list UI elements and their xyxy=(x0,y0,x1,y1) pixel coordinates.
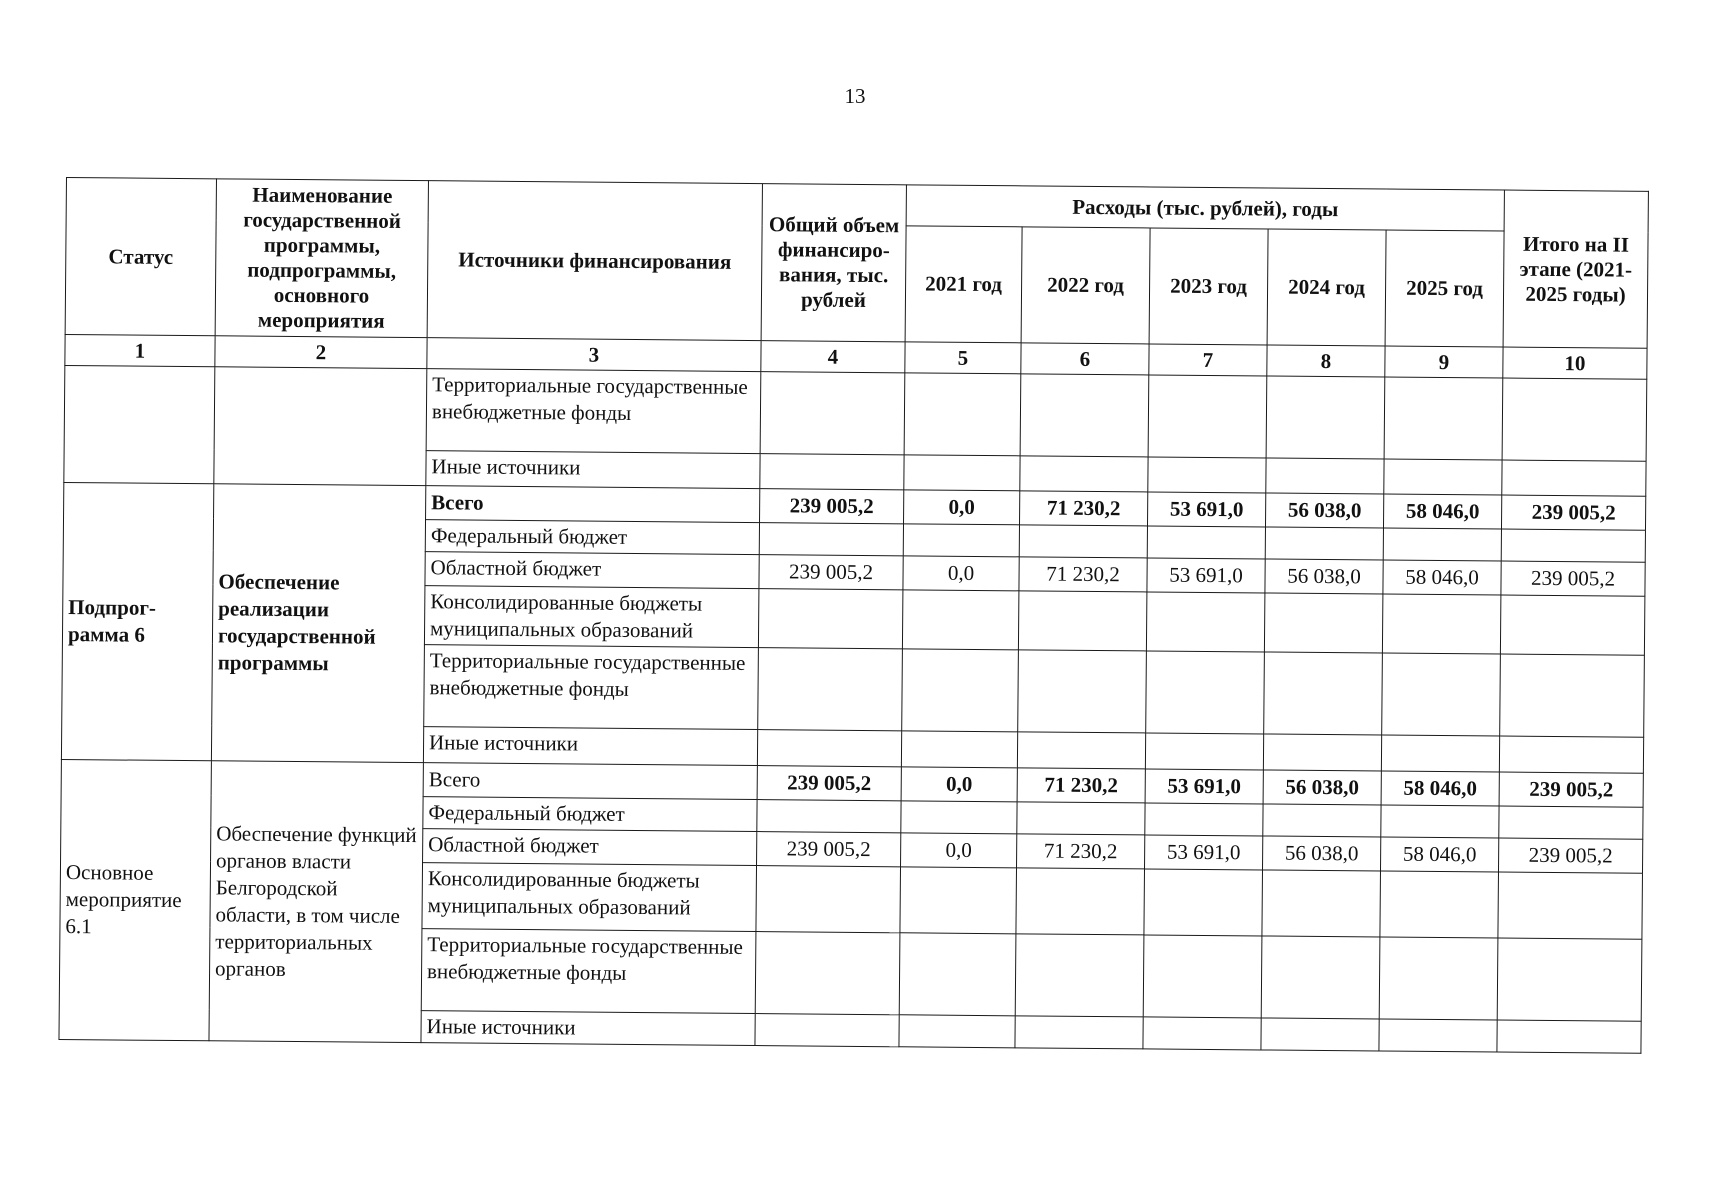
column-number: 8 xyxy=(1267,345,1385,377)
year-2021-value: 0,0 xyxy=(903,556,1019,591)
value-cell xyxy=(1263,734,1381,771)
value-cell xyxy=(755,1014,899,1047)
value-cell xyxy=(1380,871,1499,938)
value-cell xyxy=(1501,529,1645,562)
value-cell xyxy=(1497,938,1642,1021)
value-cell xyxy=(1499,736,1643,773)
value-cell xyxy=(1020,374,1149,457)
value-cell xyxy=(1500,654,1645,737)
value-cell xyxy=(760,372,905,455)
value-cell xyxy=(1262,870,1381,937)
value-cell xyxy=(1381,735,1499,772)
value-cell xyxy=(1016,868,1145,935)
value-cell xyxy=(1261,1018,1379,1051)
value-cell xyxy=(903,524,1019,557)
value-cell xyxy=(901,731,1017,768)
value-cell xyxy=(1266,458,1384,494)
value-cell xyxy=(756,866,901,933)
year-2022-value: 71 230,2 xyxy=(1019,557,1147,592)
column-number: 10 xyxy=(1503,347,1647,379)
year-2025-value: 58 046,0 xyxy=(1383,560,1501,595)
year-2021-value: 0,0 xyxy=(901,767,1017,802)
header-year-2024: 2024 год xyxy=(1267,229,1386,346)
year-2023-value: 53 691,0 xyxy=(1147,492,1265,527)
year-2025-value: 58 046,0 xyxy=(1380,837,1498,872)
value-cell xyxy=(1019,525,1147,558)
table-row xyxy=(64,365,1647,461)
value-cell xyxy=(1144,869,1263,936)
value-cell xyxy=(758,648,903,731)
value-cell xyxy=(755,932,900,1015)
value-cell xyxy=(900,867,1017,934)
value-cell xyxy=(1145,733,1263,770)
value-cell xyxy=(904,373,1021,456)
total-value: 239 005,2 xyxy=(757,832,901,867)
program-name-cell: Обеспечение реализации государственной программы xyxy=(211,484,425,763)
year-2024-value: 56 038,0 xyxy=(1263,770,1381,805)
source-cell: Всего xyxy=(426,486,760,523)
value-cell xyxy=(1147,526,1265,559)
value-cell xyxy=(1020,456,1148,492)
value-cell xyxy=(1017,802,1145,835)
itogo-value: 239 005,2 xyxy=(1499,838,1643,873)
value-cell xyxy=(1502,460,1646,496)
page-number: 13 xyxy=(844,84,866,108)
header-year-2022: 2022 год xyxy=(1021,227,1150,344)
value-cell xyxy=(1018,591,1147,651)
column-number: 4 xyxy=(761,341,905,373)
total-value: 239 005,2 xyxy=(757,766,901,801)
value-cell xyxy=(757,730,901,767)
status-cell: Основное мероприятие 6.1 xyxy=(59,759,211,1040)
value-cell xyxy=(758,589,903,649)
value-cell xyxy=(1498,872,1643,939)
source-cell: Территориальные государственные внебюджетные фонды xyxy=(424,645,759,730)
source-cell: Областной бюджет xyxy=(423,829,757,866)
itogo-value: 239 005,2 xyxy=(1499,772,1643,807)
year-2024-value: 56 038,0 xyxy=(1262,836,1380,871)
value-cell xyxy=(1263,804,1381,837)
value-cell xyxy=(1497,1020,1641,1053)
year-2023-value: 53 691,0 xyxy=(1145,835,1263,870)
value-cell xyxy=(1382,653,1501,736)
year-2021-value: 0,0 xyxy=(901,833,1017,868)
source-cell: Иные источники xyxy=(421,1011,755,1046)
itogo-value: 239 005,2 xyxy=(1501,561,1645,596)
year-2021-value: 0,0 xyxy=(904,490,1020,525)
total-value: 239 005,2 xyxy=(760,489,904,524)
value-cell xyxy=(1143,1017,1261,1050)
header-status: Статус xyxy=(65,178,216,336)
total-value: 239 005,2 xyxy=(759,555,903,590)
value-cell xyxy=(902,649,1019,732)
column-number: 7 xyxy=(1149,344,1267,376)
value-cell xyxy=(1143,935,1262,1018)
value-cell xyxy=(1148,375,1267,458)
header-year-2021: 2021 год xyxy=(905,226,1022,343)
value-cell xyxy=(904,455,1020,491)
year-2025-value: 58 046,0 xyxy=(1381,771,1499,806)
column-number: 6 xyxy=(1021,343,1149,375)
value-cell xyxy=(1499,806,1643,839)
value-cell xyxy=(1381,805,1499,838)
value-cell xyxy=(1146,592,1265,652)
header-itogo: Итого на II этапе (2021-2025 годы) xyxy=(1503,190,1648,348)
value-cell xyxy=(902,590,1019,650)
year-2022-value: 71 230,2 xyxy=(1020,491,1148,526)
source-cell: Иные источники xyxy=(426,451,760,489)
source-cell: Иные источники xyxy=(423,727,757,766)
value-cell xyxy=(1502,378,1647,461)
value-cell xyxy=(1145,803,1263,836)
column-number: 2 xyxy=(215,336,427,369)
source-cell: Федеральный бюджет xyxy=(423,797,757,832)
value-cell xyxy=(1500,595,1645,655)
value-cell xyxy=(1146,651,1265,734)
value-cell xyxy=(1382,594,1501,654)
itogo-value: 239 005,2 xyxy=(1502,495,1646,530)
value-cell xyxy=(1384,377,1503,460)
column-number: 1 xyxy=(65,334,215,366)
value-cell xyxy=(1261,936,1380,1019)
value-cell xyxy=(1017,732,1145,769)
value-cell xyxy=(899,1015,1015,1048)
source-cell: Консолидированные бюджеты муниципальных образований xyxy=(422,863,757,932)
year-2024-value: 56 038,0 xyxy=(1265,559,1383,594)
program-name-cell: Обеспечение функций органов власти Белгородской области, в том числе территориальных органов xyxy=(209,761,423,1043)
value-cell xyxy=(1379,937,1498,1020)
value-cell xyxy=(1266,376,1385,459)
value-cell xyxy=(901,801,1017,834)
value-cell xyxy=(757,800,901,833)
header-program-name: Наименование государственной программы, подпрограммы, основного мероприятия xyxy=(215,179,428,338)
year-2023-value: 53 691,0 xyxy=(1145,769,1263,804)
status-cell-empty xyxy=(64,365,215,483)
value-cell xyxy=(1148,457,1266,493)
source-cell: Всего xyxy=(423,763,757,800)
column-number: 3 xyxy=(427,338,761,372)
source-cell: Консолидированные бюджеты муниципальных образований xyxy=(424,586,759,648)
column-number: 9 xyxy=(1385,346,1503,378)
value-cell xyxy=(1015,934,1144,1017)
year-2023-value: 53 691,0 xyxy=(1147,558,1265,593)
year-2022-value: 71 230,2 xyxy=(1017,768,1145,803)
value-cell xyxy=(1264,652,1383,735)
value-cell xyxy=(1264,593,1383,653)
year-2025-value: 58 046,0 xyxy=(1383,494,1501,529)
value-cell xyxy=(1383,528,1501,561)
header-financing-source: Источники финансирования xyxy=(427,181,762,341)
source-cell: Федеральный бюджет xyxy=(425,520,759,555)
value-cell xyxy=(899,933,1016,1016)
value-cell xyxy=(1018,650,1147,733)
year-2022-value: 71 230,2 xyxy=(1017,834,1145,869)
value-cell xyxy=(759,523,903,556)
value-cell xyxy=(1379,1019,1497,1052)
header-expenses-by-year: Расходы (тыс. рублей), годы xyxy=(906,185,1504,231)
column-number: 5 xyxy=(905,342,1021,374)
header-year-2025: 2025 год xyxy=(1385,230,1504,347)
source-cell: Территориальные государственные внебюджетные фонды xyxy=(426,369,761,454)
value-cell xyxy=(1265,527,1383,560)
status-cell: Подпрог-рамма 6 xyxy=(61,482,213,760)
source-cell: Территориальные государственные внебюджетные фонды xyxy=(421,929,756,1014)
value-cell xyxy=(1015,1016,1143,1049)
name-cell-empty xyxy=(214,367,427,486)
header-total-volume: Общий объем финансиро-вания, тыс. рублей xyxy=(761,184,906,342)
source-cell: Областной бюджет xyxy=(425,552,759,589)
value-cell xyxy=(1384,459,1502,495)
year-2024-value: 56 038,0 xyxy=(1265,493,1383,528)
value-cell xyxy=(760,454,904,490)
header-year-2023: 2023 год xyxy=(1149,228,1268,345)
financing-table xyxy=(58,177,1649,1054)
